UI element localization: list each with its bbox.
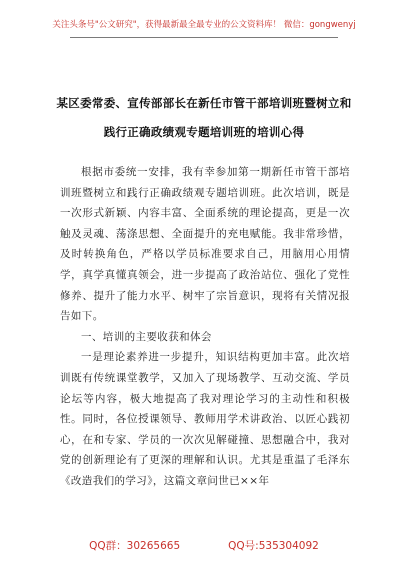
document-title-line-2: 践行正确政绩观专题培训班的培训心得 <box>103 125 305 139</box>
paragraph-intro: 根据市委统一安排，我有幸参加第一期新任市管干部培训班暨树立和践行正确政绩观专题培训班。此次培训，既是一次形式新颖、内容丰富、全面系统的理论提高，更是一次触及灵魂、荡涤思想、全面提升的充电赋能。我非常珍惜，及时转换角色，严格以学员标准要求自己，用脑用心用情学，真学真懂真领会，进一步提高了政治站位、强化了党性修养、提升了能力水平、树牢了宗旨意识，现将有关情况报告如下。 <box>60 166 350 323</box>
header-divider <box>70 37 338 38</box>
paragraph-theory: 一是理论素养进一步提升，知识结构更加丰富。此次培训既有传统课堂教学，又加入了现场教学、互动交流、学员论坛等内容，极大地提高了我对理论学习的主动性和积极性。同时，各位授课领导、教师用学术讲政治、以匠心践初心，在和专家、学员的一次次见解碰撞、思想融合中，我对党的创新理论有了更深的理解和认识。尤其是重温了毛泽东《改造我们的学习》，这篇文章问世已××年 <box>60 351 350 487</box>
footer-qq-number: QQ号:535304092 <box>228 540 319 552</box>
document-body <box>60 162 350 492</box>
header-banner: 关注头条号"公文研究"，获得最新最全最专业的公文资料库！ 微信：gongwenyj <box>52 20 356 30</box>
footer-qq-group: QQ群：30265665 <box>89 540 181 552</box>
document-title-line-1: 某区委常委、宣传部部长在新任市管干部培训班暨树立和 <box>56 96 352 110</box>
section-heading: 一、培训的主要收获和体会 <box>81 330 212 343</box>
footer-contact <box>0 538 408 553</box>
